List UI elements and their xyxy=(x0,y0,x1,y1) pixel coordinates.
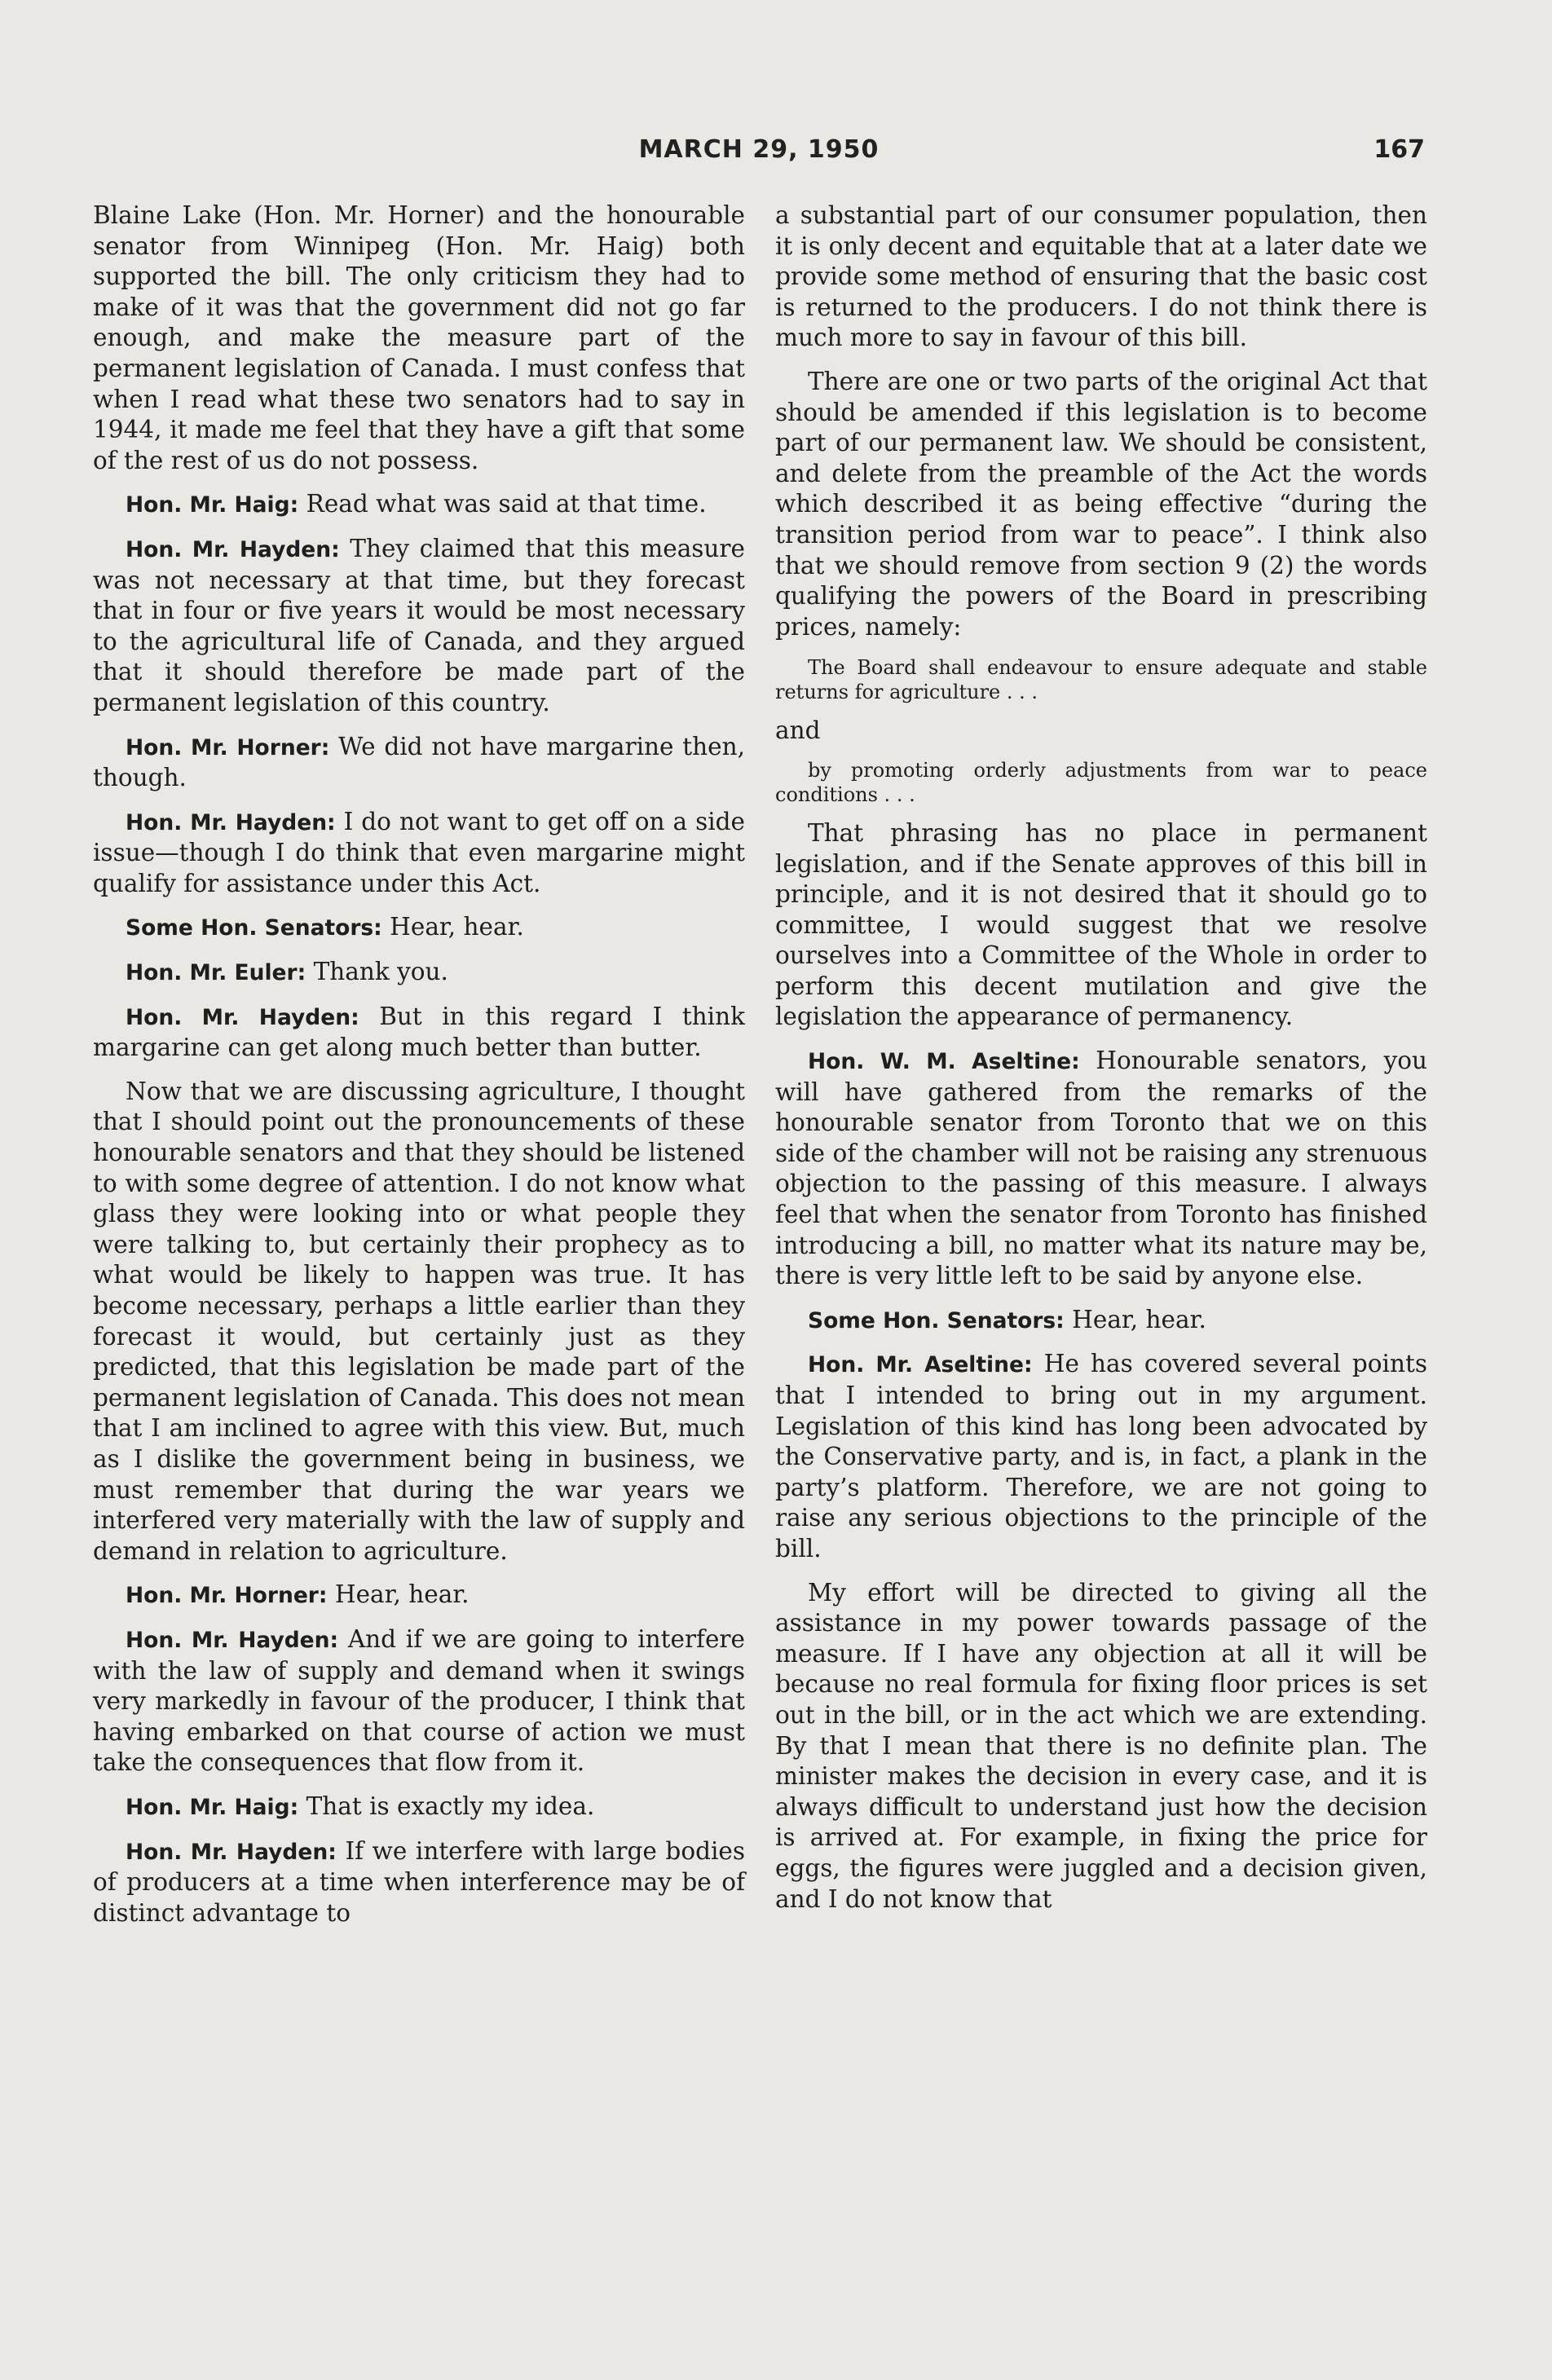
speaker-name: Hon. Mr. Aseltine: xyxy=(808,1352,1033,1378)
speech-text: Honourable senators, you will have gathered from the remarks of the honourable senator from Toronto that we on this side of the chamber will not be raising any strenuous objection to the passing of this measure. I always feel that when the senator from Toronto has finished introducing a bill, no matter what its nature may be, there is very little left to be said by anyone else. xyxy=(775,1047,1427,1290)
speech xyxy=(93,957,745,989)
speech xyxy=(93,1624,745,1778)
speaker-name: Hon. Mr. Hayden: xyxy=(126,536,340,562)
speaker-name: Hon. Mr. Hayden: xyxy=(126,1004,359,1030)
speech-text: And if we are going to interfere with the law of supply and demand when it swings very markedly in favour of the producer, I think that having embarked on that course of action we must take the consequences that flow from it. xyxy=(93,1624,745,1777)
paragraph: That phrasing has no place in permanent legislation, and if the Senate approves of this bill in principle, and it is not desired that it should go to committee, I would suggest that we resolve ourselves into a Committee of the Whole in order to perform this decent mutilation and give the legislation the appearance of permanency. xyxy=(775,818,1427,1031)
speech xyxy=(93,1836,745,1929)
page-number: 167 xyxy=(1373,135,1425,164)
paragraph: Now that we are discussing agriculture, I thought that I should point out the pronouncements of these honourable senators and that they should be listened to with some degree of attention. I do not know what glass they were looking into or what people they were talking to, but certainly their prophecy as to what would be likely to happen was true. It has become necessary, perhaps a little earlier than they forecast it would, but certainly just as they predicted, that this legislation be made part of the permanent legislation of Canada. This does not mean that I am inclined to agree with this view. But, much as I dislike the government being in business, we must remember that during the war years we interfered very materially with the law of supply and demand in relation to agriculture. xyxy=(93,1077,745,1565)
speech-text: But in this regard I think margarine can get along much better than butter. xyxy=(93,1002,745,1062)
speech-text: Hear, hear. xyxy=(334,1580,470,1609)
block-quote: by promoting orderly adjustments from war to peace conditions . . . xyxy=(775,758,1427,806)
speech-text: He has covered several points that I intended to bring out in my argument. Legislation of this kind has long been advocated by the Conservative party, and is, in fact, a plank in the party’s platform. Therefore, we are not going to raise any serious objections to the principle of the bill. xyxy=(775,1350,1427,1562)
speech-text: Read what was said at that time. xyxy=(306,490,707,518)
speech xyxy=(775,1349,1427,1564)
speech xyxy=(93,912,745,944)
speech xyxy=(775,1046,1427,1292)
speech-text: That is exactly my idea. xyxy=(306,1792,595,1820)
speech-text: Thank you. xyxy=(313,958,448,986)
speaker-name: Some Hon. Senators: xyxy=(126,915,382,941)
left-column xyxy=(93,201,745,1941)
speech xyxy=(93,732,745,794)
connector-text: and xyxy=(775,716,821,745)
speech xyxy=(93,1792,745,1823)
speaker-name: Hon. Mr. Hayden: xyxy=(126,1627,339,1653)
speaker-name: Some Hon. Senators: xyxy=(808,1307,1065,1333)
speaker-name: Hon. Mr. Haig: xyxy=(126,1794,299,1820)
speech xyxy=(93,534,745,719)
page-header xyxy=(93,135,1425,171)
speaker-name: Hon. Mr. Euler: xyxy=(126,960,306,986)
speech-text: I do not want to get off on a side issue—though I do think that even margarine might qualify for assistance under this Act. xyxy=(93,807,745,897)
header-date: MARCH 29, 1950 xyxy=(638,135,880,164)
speaker-name: Hon. Mr. Horner: xyxy=(126,1583,328,1609)
speech-text: They claimed that this measure was not necessary at that time, but they forecast that in four or five years it would be most necessary to the agricultural life of Canada, and they argued that it should therefore be made part of the permanent legislation of this country. xyxy=(93,534,745,716)
speaker-name: Hon. Mr. Hayden: xyxy=(126,1839,337,1865)
paragraph: My effort will be directed to giving all the assistance in my power towards passage of the measure. If I have any objection at all it will be because no real formula for fixing floor prices is set out in the bill, or in the act which we are extending. By that I mean that there is no definite plan. The minister makes the decision in every case, and it is always difficult to understand just how the decision is arrived at. For example, in fixing the price for eggs, the figures were juggled and a decision given, and I do not know that xyxy=(775,1578,1427,1913)
speaker-name: Hon. Mr. Haig: xyxy=(126,492,299,518)
speech xyxy=(93,489,745,521)
speech xyxy=(93,807,745,900)
speech xyxy=(93,1580,745,1611)
speech-text: Hear, hear. xyxy=(1072,1305,1206,1333)
speech xyxy=(93,1002,745,1064)
speaker-name: Hon. W. M. Aseltine: xyxy=(808,1049,1080,1075)
speech-text: If we interfere with large bodies of producers at a time when interference may be of distinct advantage to xyxy=(93,1836,745,1927)
block-quote: The Board shall endeavour to ensure adequate and stable returns for agriculture . . . xyxy=(775,656,1427,704)
speech xyxy=(775,1305,1427,1337)
paragraph: Blaine Lake (Hon. Mr. Horner) and the honourable senator from Winnipeg (Hon. Mr. Haig) both supported the bill. The only criticism they had to make of it was that the government did not go far enough, and make the measure part of the permanent legislation of Canada. I must confess that when I read what these two senators had to say in 1944, it made me feel that they have a gift that some of the rest of us do not possess. xyxy=(93,201,745,474)
right-column xyxy=(775,201,1427,1928)
speaker-name: Hon. Mr. Hayden: xyxy=(126,809,336,835)
paragraph: a substantial part of our consumer population, then it is only decent and equitable that at a later date we provide some method of ensuring that the basic cost is returned to the producers. I do not think there is much more to say in favour of this bill. xyxy=(775,201,1427,352)
speech-text: Hear, hear. xyxy=(390,913,524,941)
paragraph: There are one or two parts of the original Act that should be amended if this legislation is to become part of our permanent law. We should be consistent, and delete from the preamble of the Act the words which described it as being effective “during the transition period from war to peace”. I think also that we should remove from section 9 (2) the words qualifying the powers of the Board in prescribing prices, namely: xyxy=(775,367,1427,641)
speaker-name: Hon. Mr. Horner: xyxy=(126,734,330,760)
speech-text: We did not have margarine then, though. xyxy=(93,732,745,792)
